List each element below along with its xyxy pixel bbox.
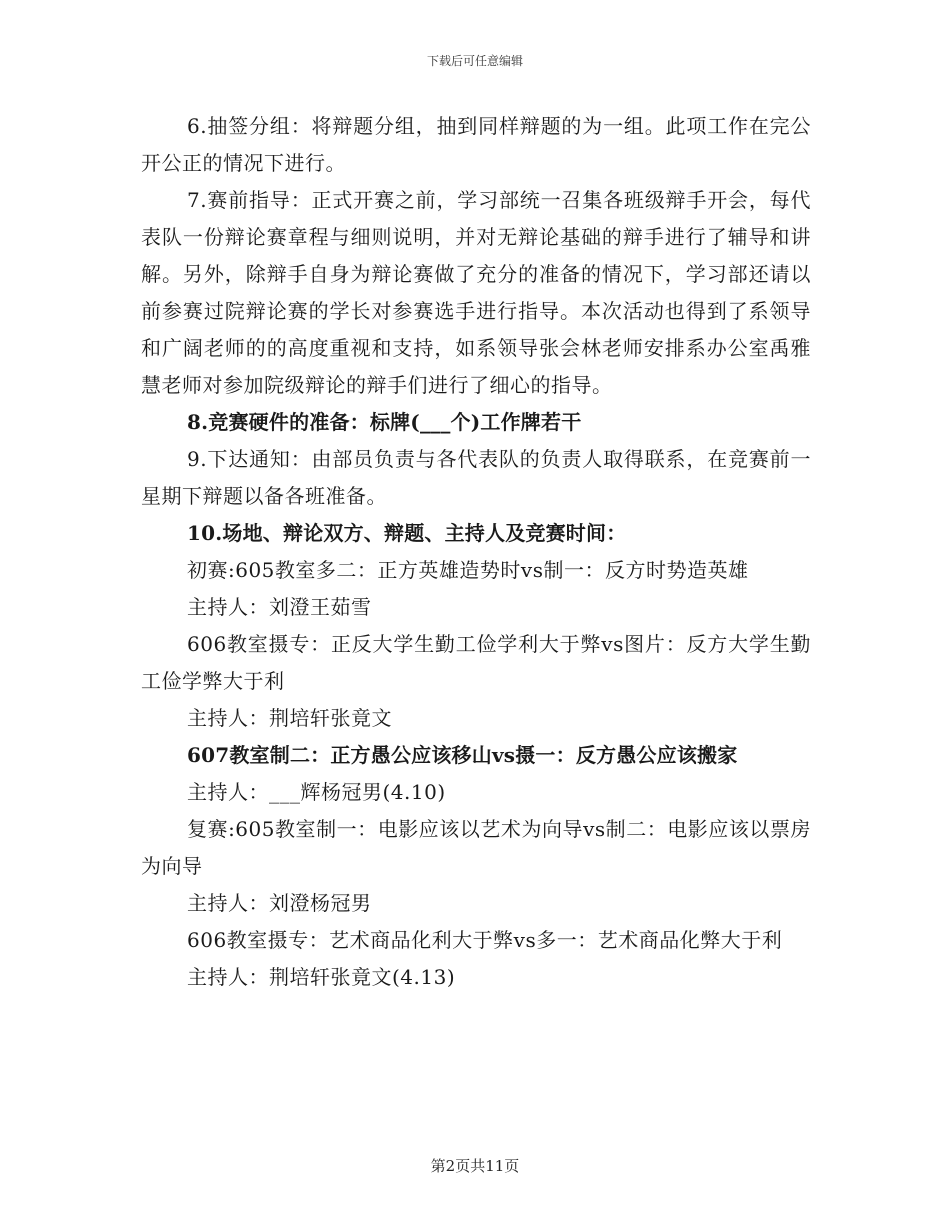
page-header: 下载后可任意编辑 xyxy=(426,54,523,68)
paragraph-prelim-607: 607教室制二：正方愚公应该移山vs摄一：反方愚公应该搬家 xyxy=(187,743,738,767)
paragraph-host-606: 主持人：荆培轩张竟文 xyxy=(187,706,392,730)
paragraph-host-semifinal-605: 主持人：刘澄杨冠男 xyxy=(187,891,372,915)
paragraph-venue-heading: 10.场地、辩论双方、辩题、主持人及竞赛时间： xyxy=(187,521,627,545)
paragraph-notification: 9.下达通知：由部员负责与各代表队的负责人取得联系，在竞赛前一星期下辩题以备各班准备。 xyxy=(141,447,811,508)
paragraph-lottery-grouping: 6.抽签分组：将辩题分组，抽到同样辩题的为一组。此项工作在完公开公正的情况下进行。 xyxy=(141,114,811,175)
paragraph-semifinal-606: 606教室摄专：艺术商品化利大于弊vs多一：艺术商品化弊大于利 xyxy=(187,928,783,952)
paragraph-semifinal-605: 复赛:605教室制一：电影应该以艺术为向导vs制二：电影应该以票房为向导 xyxy=(141,817,811,878)
paragraph-hardware-preparation: 8.竞赛硬件的准备：标牌(___个)工作牌若干 xyxy=(187,410,582,434)
paragraph-host-semifinal-606: 主持人：荆培轩张竟文(4.13) xyxy=(187,965,456,989)
paragraph-host-607: 主持人：___辉杨冠男(4.10) xyxy=(187,780,446,804)
paragraph-host-605: 主持人：刘澄王茹雪 xyxy=(187,595,372,619)
page-footer: 第2页共11页 xyxy=(430,1157,520,1175)
paragraph-pre-match-guidance: 7.赛前指导：正式开赛之前，学习部统一召集各班级辩手开会，每代表队一份辩论赛章程与细则说明，并对无辩论基础的辩手进行了辅导和讲解。另外，除辩手自身为辩论赛做了充分的准备的情况下，学习部还请以前参赛过院辩论赛的学长对参赛选手进行指导。本次活动也得到了系领导和广阔老师的的高度重视和支持，如系领导张会林老师安排系办公室禹雅慧老师对参加院级辩论的辩手们进行了细心的指导。 xyxy=(141,188,811,397)
paragraph-prelim-606: 606教室摄专：正反大学生勤工俭学利大于弊vs图片：反方大学生勤工俭学弊大于利 xyxy=(141,632,811,693)
document-body xyxy=(141,108,811,996)
paragraph-prelim-605: 初赛:605教室多二：正方英雄造势时vs制一：反方时势造英雄 xyxy=(187,558,749,582)
